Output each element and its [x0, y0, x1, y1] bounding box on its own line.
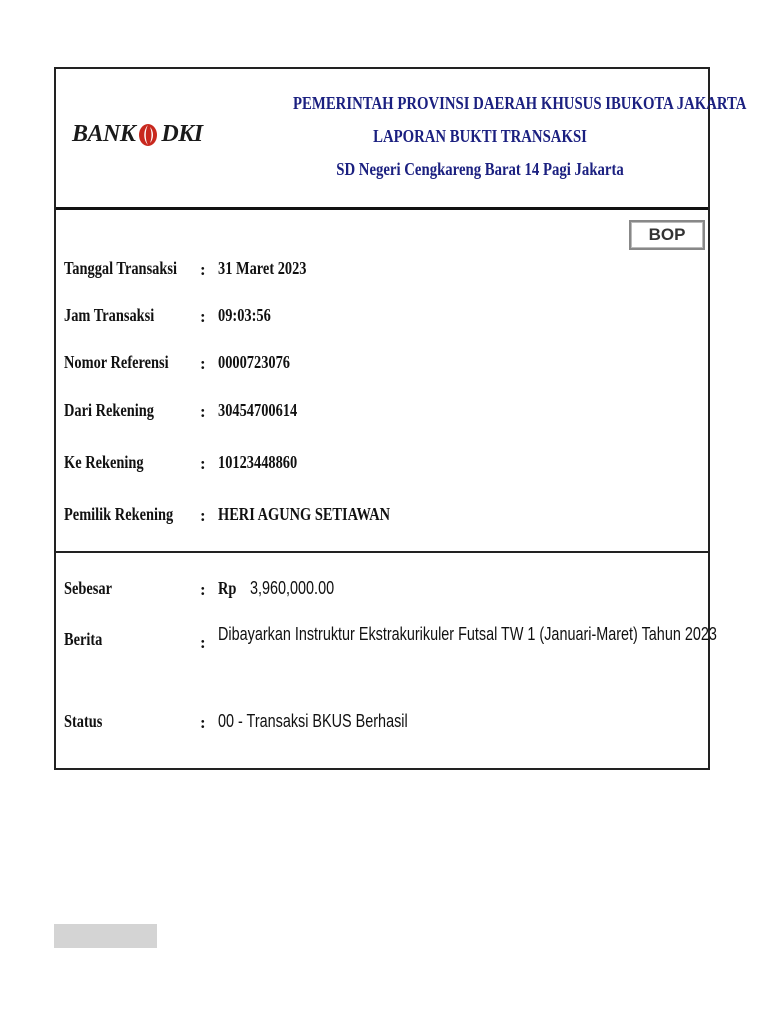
colon: : — [200, 633, 206, 652]
receipt-header — [56, 69, 747, 210]
logo-text-dki: DKI — [161, 121, 203, 147]
government-title: PEMERINTAH PROVINSI DAERAH KHUSUS IBUKOTA JAKARTA — [293, 93, 747, 113]
field-value: 10123448860 — [218, 452, 298, 472]
row-dari-rekening — [56, 400, 708, 430]
field-label: Dari Rekening — [64, 400, 154, 420]
row-berita — [56, 624, 717, 657]
amount-label: Sebesar — [64, 578, 112, 598]
colon: : — [200, 713, 206, 732]
amount-value: 3,960,000.00 — [250, 578, 335, 598]
colon: : — [200, 354, 206, 373]
row-pemilik-rekening — [56, 504, 708, 534]
school-name: SD Negeri Cengkareng Barat 14 Pagi Jakarta — [336, 159, 624, 179]
transaction-receipt — [54, 67, 747, 770]
field-value: 31 Maret 2023 — [218, 258, 307, 278]
row-ke-rekening — [56, 452, 708, 482]
colon: : — [200, 580, 206, 599]
field-value: HERI AGUNG SETIAWAN — [218, 504, 391, 524]
footer-placeholder-bar — [54, 924, 157, 948]
row-status — [56, 711, 708, 741]
bank-dki-emblem-icon — [137, 122, 159, 148]
field-label: Jam Transaksi — [64, 305, 155, 325]
field-label: Ke Rekening — [64, 452, 144, 472]
row-tanggal-transaksi — [56, 258, 708, 288]
status-value: 00 - Transaksi BKUS Berhasil — [218, 711, 408, 731]
field-label: Pemilik Rekening — [64, 504, 174, 524]
bank-dki-logo — [72, 121, 203, 148]
report-title: LAPORAN BUKTI TRANSAKSI — [373, 126, 587, 146]
row-jam-transaksi — [56, 305, 708, 335]
colon: : — [200, 307, 206, 326]
colon: : — [200, 506, 206, 525]
currency: Rp — [218, 578, 237, 598]
field-label: Tanggal Transaksi — [64, 258, 177, 278]
logo-text-bank: BANK — [72, 121, 136, 147]
row-sebesar — [56, 578, 708, 608]
status-label: Status — [64, 711, 103, 731]
colon: : — [200, 454, 206, 473]
bop-badge: BOP — [629, 220, 705, 250]
transaction-details — [56, 210, 708, 553]
field-label: Nomor Referensi — [64, 352, 169, 372]
field-value: 0000723076 — [218, 352, 290, 372]
field-value: 09:03:56 — [218, 305, 271, 325]
colon: : — [200, 260, 206, 279]
header-titles — [293, 87, 747, 186]
field-value: 30454700614 — [218, 400, 298, 420]
note-label: Berita — [64, 629, 103, 649]
colon: : — [200, 402, 206, 421]
note-value: Dibayarkan Instruktur Ekstrakurikuler Futsal TW 1 (Januari-Maret) Tahun 2023 — [218, 624, 717, 644]
row-nomor-referensi — [56, 352, 708, 382]
